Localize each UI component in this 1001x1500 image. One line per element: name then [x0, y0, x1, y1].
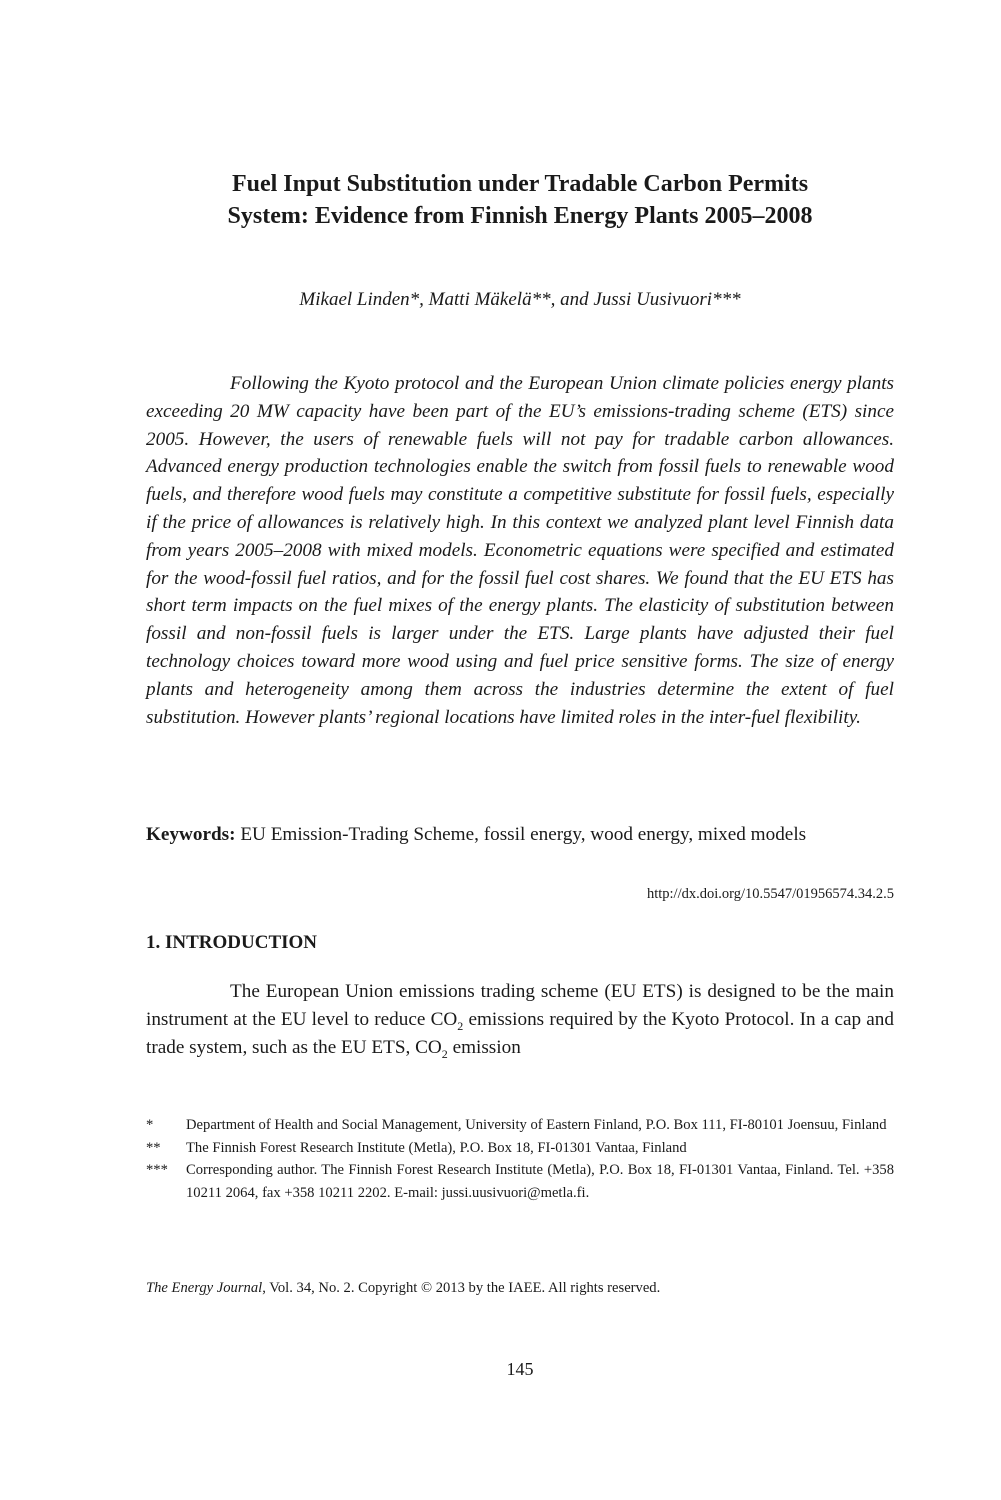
introduction-paragraph [146, 978, 894, 1061]
footnote-item [146, 1137, 894, 1160]
keywords-text: EU Emission-Trading Scheme, fossil energy, wood energy, mixed models [240, 824, 807, 845]
footnote-text: Corresponding author. The Finnish Forest Research Institute (Metla), P.O. Box 18, FI-01301 Vantaa, Finland. Tel. +358 10211 2064, fax +358 10211 2202. E-mail: jussi.uusivuori@metla.fi. [186, 1162, 894, 1201]
section-heading-introduction: 1. INTRODUCTION [146, 932, 318, 953]
footnote-text: The Finnish Forest Research Institute (Metla), P.O. Box 18, FI-01301 Vantaa, Finland [186, 1139, 687, 1156]
footnote-marker: * [146, 1117, 154, 1133]
intro-text-part-1: The European Union emissions trading scheme (EU ETS) is designed to be the main instrument at the EU level to reduce CO [146, 981, 894, 1030]
keywords-label: Keywords: [146, 824, 236, 845]
author-list: Mikael Linden*, Matti Mäkelä**, and Jussi Uusivuori*** [299, 289, 741, 310]
footnote-list [146, 1114, 894, 1204]
page-number: 145 [506, 1359, 534, 1379]
footnote-text: Department of Health and Social Management, University of Eastern Finland, P.O. Box 111, FI-80101 Joensuu, Finland [186, 1117, 887, 1133]
doi-link[interactable]: http://dx.doi.org/10.5547/01956574.34.2.5 [646, 886, 894, 902]
co2-subscript-1: 2 [457, 1018, 464, 1033]
keywords [146, 821, 894, 849]
journal-name: The Energy Journal [146, 1280, 263, 1296]
paper-title-line-2: System: Evidence from Finnish Energy Plants 2005–2008 [227, 203, 813, 229]
footnote-marker: *** [146, 1162, 168, 1178]
footnote-item [146, 1114, 894, 1137]
intro-text-part-3: emission [447, 1036, 521, 1058]
paper-title [120, 168, 920, 232]
copyright-text: , Vol. 34, No. 2. Copyright © 2013 by the IAEE. All rights reserved. [262, 1280, 661, 1296]
footnote-item [146, 1159, 894, 1204]
copyright-line [146, 1277, 894, 1299]
abstract: Following the Kyoto protocol and the European Union climate policies energy plants exceeding 20 MW capacity have been part of the EU’s emissions-trading scheme (ETS) since 2005. However, the users of renewable fuels will not pay for tradable carbon allowances. Advanced energy production technologies enable the switch from fossil fuels to renewable wood fuels, and therefore wood fuels may constitute a competitive substitute for fossil fuels, especially if the price of allowances is relatively high. In this context we analyzed plant level Finnish data from years 2005–2008 with mixed models. Econometric equations were specified and estimated for the wood-fossil fuel ratios, and for the fossil fuel cost shares. We found that the EU ETS has short term impacts on the fuel mixes of the energy plants. The elasticity of substitution between fossil and non-fossil fuels is larger under the ETS. Large plants have adjusted their fuel technology choices toward more wood using and fuel price sensitive forms. The size of energy plants and heterogeneity among them across the industries determine the extent of fuel substitution. However plants’ regional locations have limited roles in the inter-fuel flexibility. [146, 373, 894, 728]
paper-title-line-1: Fuel Input Substitution under Tradable Carbon Permits [231, 171, 809, 197]
co2-subscript-2: 2 [441, 1046, 448, 1061]
intro-text-part-2: emissions required by the Kyoto Protocol. In a cap and trade system, such as the EU ETS, CO [146, 1008, 894, 1058]
footnote-marker: ** [146, 1139, 161, 1156]
